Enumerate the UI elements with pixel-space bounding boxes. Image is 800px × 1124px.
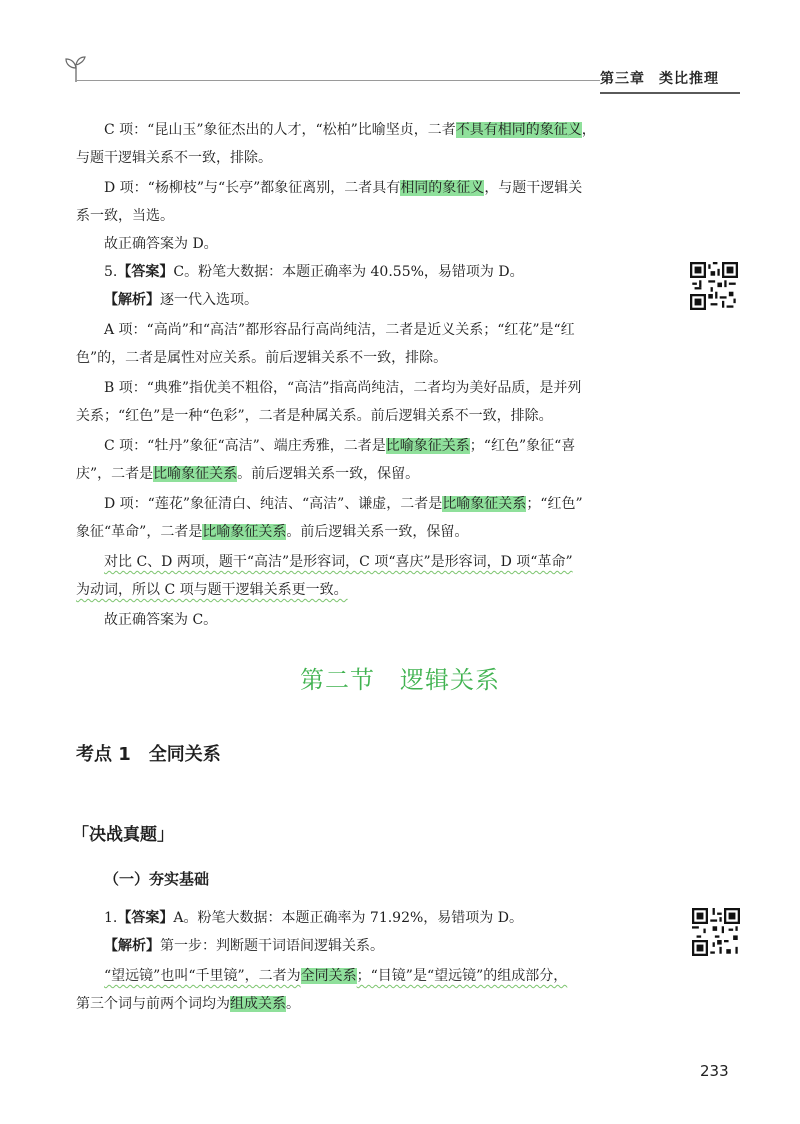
text-line: 为动词，所以 C 项与题干逻辑关系更一致。 [76,582,348,598]
text-line: 色”的，二者是属性对应关系。前后逻辑关系不一致，排除。 [76,350,448,366]
text-line: 故正确答案为 C。 [104,612,218,628]
text-line: 关系；“红色”是一种“色彩”，二者是种属关系。前后逻辑关系不一致，排除。 [76,408,553,424]
text-line: 庆”，二者是比喻象征关系。前后逻辑关系一致，保留。 [76,466,420,482]
highlight: 比喻象征关系 [202,524,287,540]
qr-code-icon [692,908,740,956]
text-line: C 项：“牡丹”象征“高洁”、端庄秀雅，二者是比喻象征关系；“红色”象征“喜 [104,438,576,454]
text-line: D 项：“杨柳枝”与“长亭”都象征离别，二者具有相同的象征义，与题干逻辑关 [104,180,583,196]
highlight: 比喻象征关系 [442,496,527,512]
header-rule [76,80,600,81]
highlight: 不具有相同的象征义 [455,122,582,138]
analysis-line: 【解析】第一步：判断题干词语间逻辑关系。 [104,938,384,954]
answer-line: 5.【答案】C。粉笔大数据：本题正确率为 40.55%，易错项为 D。 [104,264,524,280]
qr-code-icon [690,262,738,310]
highlight: 比喻象征关系 [153,466,238,482]
chapter-subject: 类比推理 [659,71,719,87]
text-line: 象征“革命”，二者是比喻象征关系。前后逻辑关系一致，保留。 [76,524,469,540]
text-line: 系一致，当选。 [76,208,174,224]
answer-line: 1.【答案】A。粉笔大数据：本题正确率为 71.92%，易错项为 D。 [104,910,523,926]
chapter-number: 第三章 [600,71,645,87]
text-line: 故正确答案为 D。 [104,236,218,252]
analysis-line: 【解析】逐一代入选项。 [104,292,258,308]
text-line: 与题干逻辑关系不一致，排除。 [76,150,272,166]
chapter-header [600,66,740,94]
highlight: 组成关系 [230,996,286,1012]
text-line: C 项：“昆山玉”象征杰出的人才，“松柏”比喻坚贞，二者不具有相同的象征义， [104,122,596,138]
highlight: 相同的象征义 [400,180,485,196]
exam-point-heading: 考点 1 全同关系 [76,744,221,765]
section-title: 第二节 逻辑关系 [300,666,500,694]
text-line: 第三个词与前两个词均为组成关系。 [76,996,300,1012]
basics-heading: （一）夯实基础 [104,870,210,888]
highlight: 全同关系 [300,968,357,984]
text-line: A 项：“高尚”和“高洁”都形容品行高尚纯洁，二者是近义关系；“红花”是“红 [104,322,575,338]
highlight: 比喻象征关系 [385,438,470,454]
page-number: 233 [700,1062,729,1080]
text-line: B 项：“典雅”指优美不粗俗，“高洁”指高尚纯洁，二者均为美好品质，是并列 [104,380,582,396]
real-questions-heading: 「决战真题」 [72,825,174,845]
text-line: 对比 C、D 两项，题干“高洁”是形容词，C 项“喜庆”是形容词，D 项“革命” [104,554,573,570]
text-line: D 项：“莲花”象征清白、纯洁、“高洁”、谦虚，二者是比喻象征关系；“红色” [104,496,583,512]
text-line: “望远镜”也叫“千里镜”，二者为全同关系；“目镜”是“望远镜”的组成部分， [104,968,568,984]
